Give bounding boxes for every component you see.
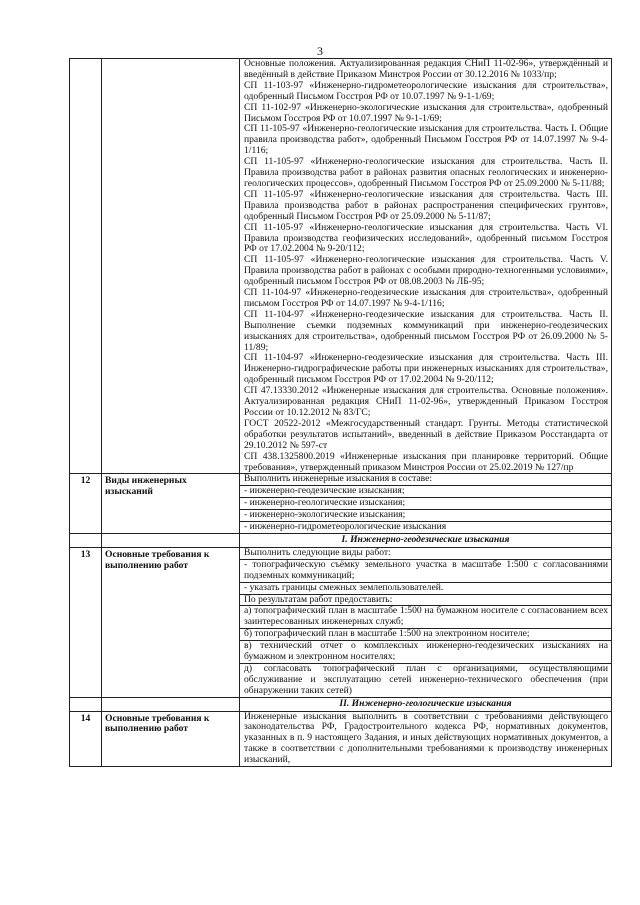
list-item: - инженерно-гидрометеорологические изыскания: [244, 521, 447, 533]
table-row: [70, 711, 612, 767]
table-row: [70, 474, 612, 534]
row-name: Основные требования к выполнению работ: [102, 547, 240, 697]
section-row: [70, 533, 612, 547]
list-item: д) согласовать топографический план с организациями, осуществляющими обслуживание и эксплуатацию сетей инженерно-технического обеспечения (при обнаружении таких сетей): [244, 662, 608, 696]
list-item: - топографическую съёмку земельного участка в масштабе 1:500 с согласованиями подземных коммуникаций;: [240, 560, 611, 583]
row-number: 12: [70, 474, 102, 534]
row12-content: [240, 474, 612, 534]
section-heading: I. Инженерно-геодезические изыскания: [240, 533, 612, 547]
paragraph: СП 11-102-97 «Инженерно-экологические изыскания для строительства», одобренный Письмом Госстроя РФ от 10.07.1997 № 9-1-1/69;: [244, 101, 608, 124]
section-heading: II. Инженерно-геологические изыскания: [240, 697, 612, 711]
row-name: [102, 59, 240, 474]
paragraph: Основные положения. Актуализированная редакция СНиП 11-02-96», утверждённый и введённый в действие Приказом Минстроя России от 30.12.2016 № 1033/пр;: [244, 58, 608, 80]
row11-content: [240, 59, 612, 474]
list-item: б) топографический план в масштабе 1:500 на электронном носителе;: [240, 629, 611, 641]
paragraph: СП 11-105-97 «Инженерно-геологические изыскания для строительства. Часть I. Общие правила производства работ», одобренный Письмом Госстроя РФ от 14.07.1997 № 9-4-1/116;: [244, 123, 608, 157]
row13-content: [240, 547, 612, 697]
list-item: в) технический отчет о комплексных инженерно-геодезических изысканиях на бумажном и электронном носителях;: [240, 641, 611, 664]
row-name: Основные требования к выполнению работ: [102, 711, 240, 767]
paragraph: СП 11-105-97 «Инженерно-геологические изыскания для строительства. Часть VI. Правила производства геофизических исследований», одобренный письмом Госстроя РФ от 17.02.2004 № 9-20/112;: [244, 221, 608, 255]
paragraph: СП 11-105-97 «Инженерно-геологические изыскания для строительства. Часть V. Правила производства работ в районах с особыми природно-техногенными условиями», одобренный письмом Госстроя РФ от 08.08.2003 № ЛБ-95;: [244, 254, 608, 288]
paragraph: СП 438.1325800.2019 «Инженерные изыскания при планировке территорий. Общие требования», утвержденный приказом Минстроя России от 25.02.2019 № 127/пр: [244, 450, 608, 473]
list-item: а) топографический план в масштабе 1:500 на бумажном носителе с согласованием всех заинтересованных инженерных служб;: [240, 606, 611, 629]
paragraph: СП 11-104-97 «Инженерно-геодезические изыскания для строительства. Часть II. Выполнение съемки подземных коммуникаций при инженерно-геодезических изысканиях для строительства», одобренный письмом Госстроя РФ от 26.09.2000 № 5-11/89;: [244, 308, 608, 353]
paragraph: СП 11-104-97 «Инженерно-геодезические изыскания для строительства. Часть III. Инженерно-гидрографические работы при инженерных изысканиях для строительства», одобренный письмом Госстроя РФ от 17.02.2004 № 9-20/112;: [244, 352, 608, 386]
table-row: [70, 59, 612, 474]
requirements-table: [69, 58, 612, 767]
paragraph: СП 11-103-97 «Инженерно-гидрометеорологические изыскания для строительства», одобренный Письмом Госстроя РФ от 10.07.1997 № 9-1-1/69;: [244, 79, 608, 102]
list-item: - инженерно-экологические изыскания;: [240, 510, 611, 522]
paragraph: СП 47.13330.2012 «Инженерные изыскания для строительства. Основные положения». Актуализированная редакция СНиП 11-02-96», утвержденный Приказом Госстроя России от 10.12.2012 № 83/ГС;: [244, 385, 608, 418]
paragraph: СП 11-104-97 «Инженерно-геодезические изыскания для строительства», одобренный письмом Госстроя РФ от 14.07.1997 № 9-4-1/116;: [244, 287, 608, 309]
row-name: Виды инженерных изысканий: [102, 474, 240, 534]
row-number: [70, 59, 102, 474]
list-item: Выполнить следующие виды работ:: [240, 548, 611, 560]
list-item: По результатам работ предоставить:: [240, 595, 611, 607]
list-item: - инженерно-геологические изыскания;: [240, 498, 611, 510]
row-number: 14: [70, 711, 102, 767]
row14-content: Инженерные изыскания выполнить в соответствии с требованиями действующего законодательства РФ, Градостроительного кодекса РФ, нормативных документов, указанных в п. 9 настоящего Задания, и иных действующих нормативных документов, а также в соответствии с дополнительными требованиями к производству инженерных изысканий,: [240, 711, 612, 767]
page-number: 3: [317, 44, 323, 58]
list-item: Выполнить инженерные изыскания в составе:: [240, 474, 611, 486]
row-number: 13: [70, 547, 102, 697]
list-item: - инженерно-геодезические изыскания;: [240, 486, 611, 498]
list-item: - указать границы смежных землепользователей.: [240, 583, 611, 595]
paragraph: ГОСТ 20522-2012 «Межгосударственный стандарт. Грунты. Методы статистической обработки результатов испытаний», введенный в действие Приказом Росстандарта от 29.10.2012 № 597-ст: [244, 417, 608, 451]
section-row: [70, 697, 612, 711]
table-row: [70, 547, 612, 697]
paragraph: СП 11-105-97 «Инженерно-геологические изыскания для строительства. Часть II. Правила производства работ в районах развития опасных геологических и инженерно-геологических процессов», одобренный Письмом Госстроя РФ от 25.09.2000 № 5-11/88;: [244, 156, 608, 189]
paragraph: СП 11-105-97 «Инженерно-геологические изыскания для строительства. Часть III. Правила производства работ в районах распространения специфических грунтов», одобренный Письмом Госстроя РФ от 25.09.2000 № 5-11/87;: [244, 188, 608, 222]
